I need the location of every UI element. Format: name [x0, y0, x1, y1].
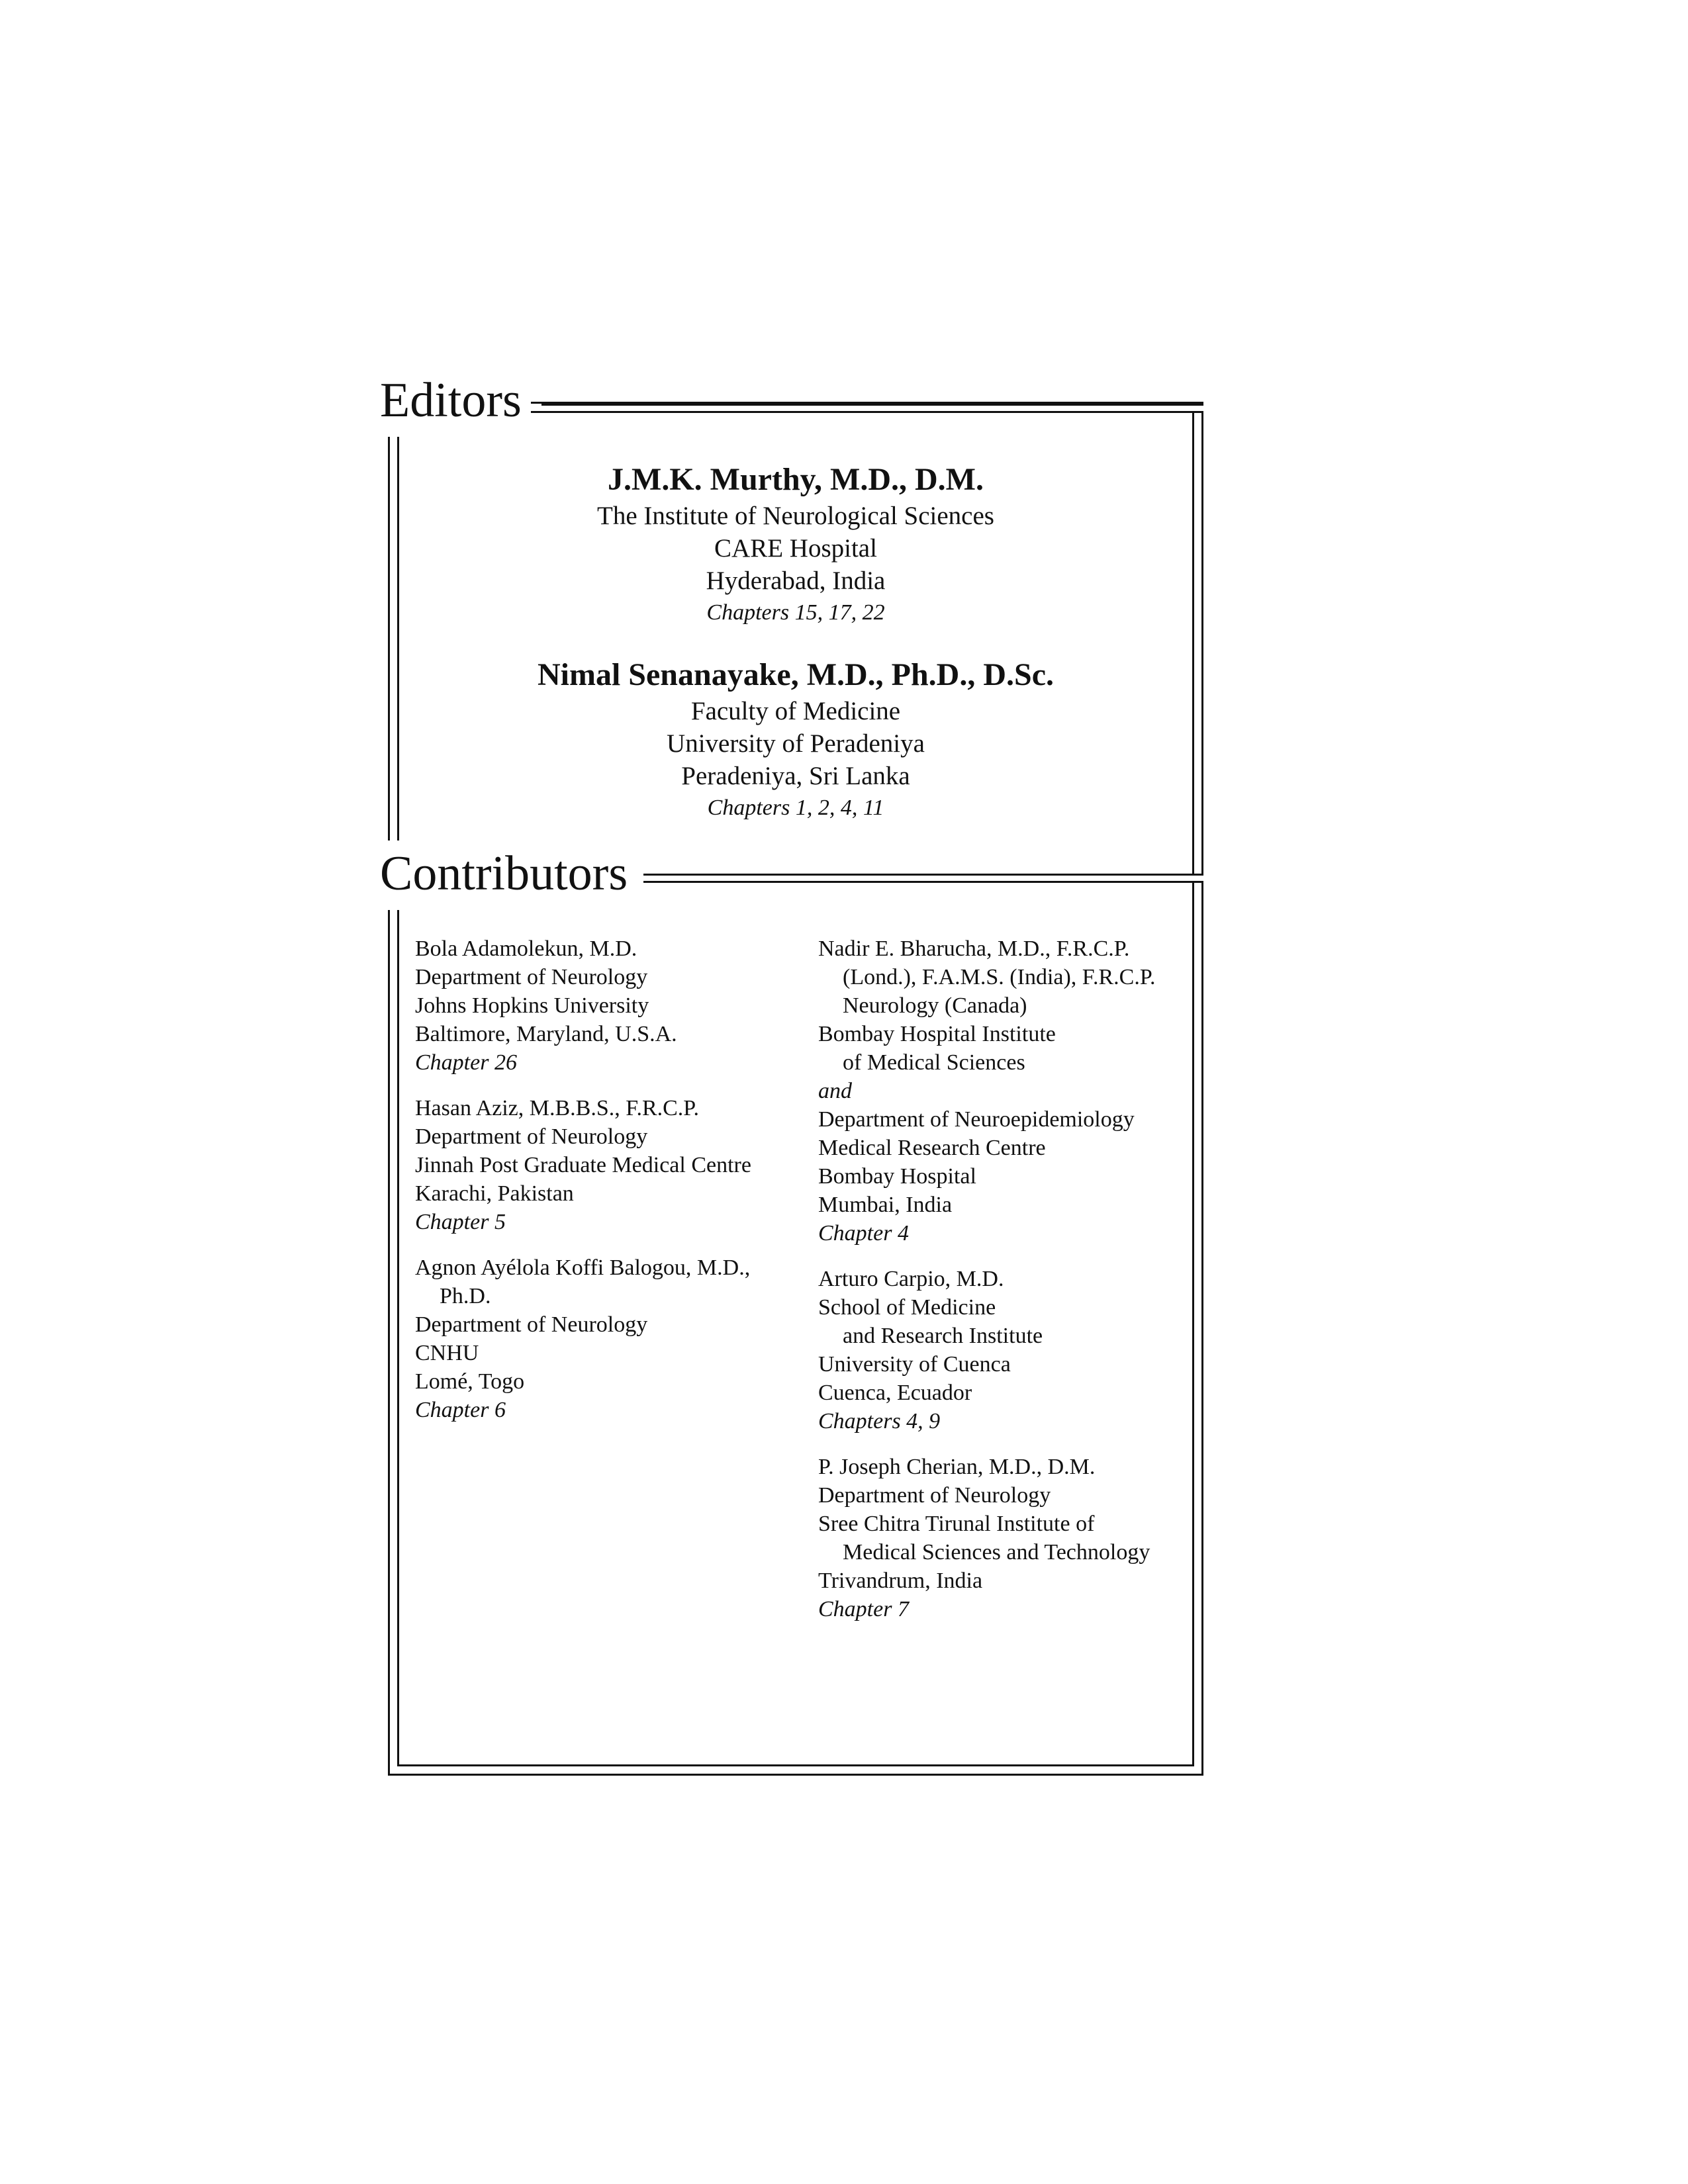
contributor-line: Mumbai, India [818, 1193, 953, 1217]
editor-affiliation: CARE Hospital [714, 534, 877, 563]
contributor-entry [818, 1265, 1202, 1435]
contributor-line: Department of Neurology [818, 1483, 1051, 1508]
editor-name: J.M.K. Murthy, M.D., D.M. [608, 462, 984, 497]
contributor-line: University of Cuenca [818, 1352, 1011, 1377]
contributor-line: Department of Neurology [415, 1124, 648, 1149]
contributor-line: Baltimore, Maryland, U.S.A. [415, 1022, 677, 1046]
contributor-line: CNHU [415, 1341, 479, 1365]
contributor-line: Karachi, Pakistan [415, 1181, 574, 1206]
contributor-line: Bombay Hospital Institute [818, 1022, 1056, 1046]
editors-double-rule [541, 404, 1203, 413]
contributor-entry [415, 1094, 799, 1236]
editor-chapters: Chapters 15, 17, 22 [706, 600, 885, 625]
contributor-line: School of Medicine [818, 1295, 996, 1320]
contributor-line: Bola Adamolekun, M.D. [415, 936, 637, 961]
contributors-double-rule [643, 874, 1203, 883]
contributor-line: Lomé, Togo [415, 1369, 525, 1394]
editor-entry [397, 655, 1194, 824]
contributor-line: P. Joseph Cherian, M.D., D.M. [818, 1455, 1096, 1479]
contributor-line: Department of Neuroepidemiology [818, 1107, 1135, 1132]
contributor-line: Hasan Aziz, M.B.B.S., F.R.C.P. [415, 1096, 699, 1120]
editor-name: Nimal Senanayake, M.D., Ph.D., D.Sc. [537, 657, 1055, 692]
contributor-line: Medical Sciences and Technology [843, 1540, 1150, 1565]
contributor-entry [818, 934, 1202, 1248]
editor-entry [397, 460, 1194, 629]
contributor-entry [415, 1253, 799, 1424]
contributor-chapter-line: and [818, 1079, 852, 1103]
contributors-left-column [415, 934, 799, 1441]
contributor-chapter-line: Chapter 7 [818, 1597, 909, 1621]
contributor-line: Medical Research Centre [818, 1136, 1046, 1160]
contributor-line: Trivandrum, India [818, 1569, 983, 1593]
contributor-line: Bombay Hospital [818, 1164, 976, 1189]
contributor-line: Cuenca, Ecuador [818, 1381, 972, 1405]
contributor-chapter-line: Chapter 5 [415, 1210, 506, 1234]
contributor-line: Jinnah Post Graduate Medical Centre [415, 1153, 751, 1177]
contributors-heading: Contributors [380, 849, 637, 898]
contributor-entry [818, 1453, 1202, 1623]
editor-affiliation: Peradeniya, Sri Lanka [681, 762, 910, 790]
editors-heading: Editors [380, 376, 531, 425]
contributor-line: Department of Neurology [415, 1312, 648, 1337]
contributor-line: Agnon Ayélola Koffi Balogou, M.D., [415, 1255, 751, 1280]
contributor-entry [415, 934, 799, 1077]
contributor-line: Nadir E. Bharucha, M.D., F.R.C.P. [818, 936, 1130, 961]
editor-chapters: Chapters 1, 2, 4, 11 [707, 796, 884, 820]
contributor-line: Ph.D. [440, 1284, 491, 1308]
contributor-chapter-line: Chapters 4, 9 [818, 1409, 941, 1433]
contributor-line: Arturo Carpio, M.D. [818, 1267, 1004, 1291]
editor-affiliation: The Institute of Neurological Sciences [597, 502, 994, 530]
contributor-line: Sree Chitra Tirunal Institute of [818, 1512, 1095, 1536]
contributors-right-column [818, 934, 1202, 1641]
contributor-line: Neurology (Canada) [843, 993, 1027, 1018]
contributor-chapter-line: Chapter 4 [818, 1221, 909, 1246]
contributor-line: and Research Institute [843, 1324, 1043, 1348]
contributor-line: of Medical Sciences [843, 1050, 1025, 1075]
contributor-chapter-line: Chapter 26 [415, 1050, 517, 1075]
contributor-line: (Lond.), F.A.M.S. (India), F.R.C.P. [843, 965, 1156, 989]
contributor-line: Department of Neurology [415, 965, 648, 989]
contributor-line: Johns Hopkins University [415, 993, 649, 1018]
editor-affiliation: Hyderabad, India [706, 567, 886, 595]
editor-affiliation: Faculty of Medicine [690, 697, 901, 725]
editor-affiliation: University of Peradeniya [667, 729, 925, 758]
contributor-chapter-line: Chapter 6 [415, 1398, 506, 1422]
